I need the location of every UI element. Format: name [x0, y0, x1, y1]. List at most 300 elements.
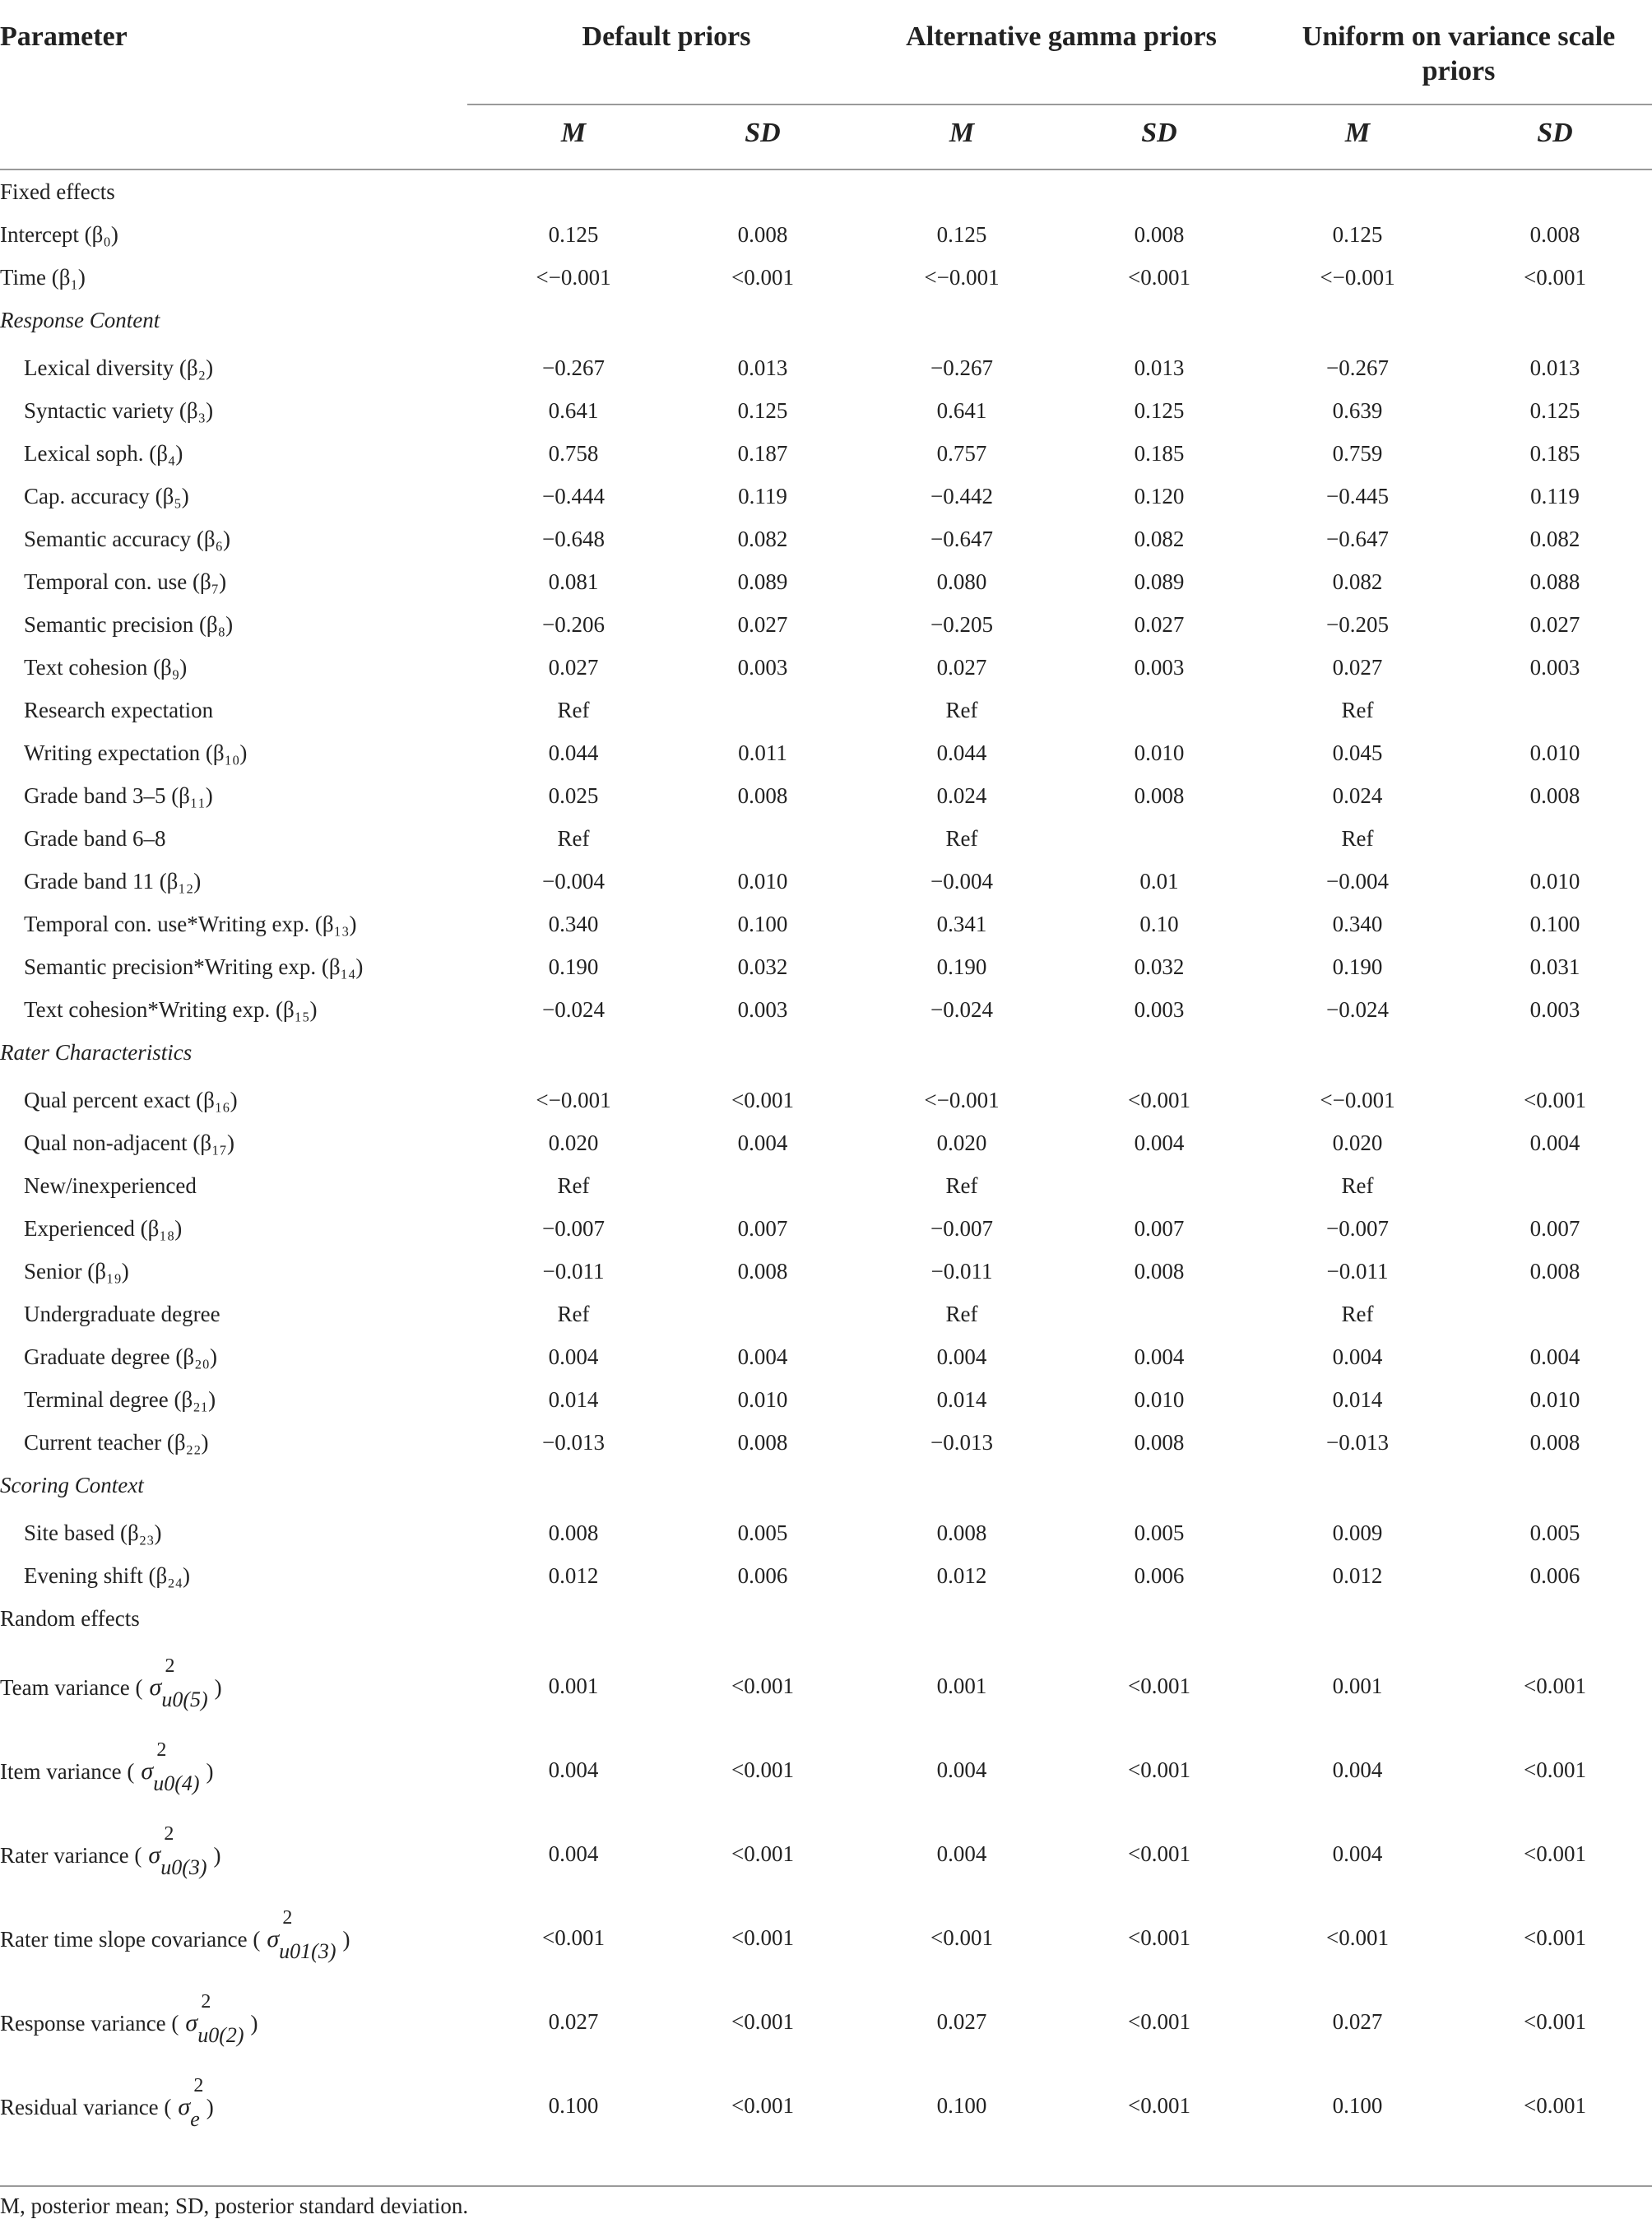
- row-label: Syntactic variety (β₃): [24, 398, 214, 423]
- cell-sd: 0.003: [737, 655, 788, 680]
- row-label: Grade band 11 (β₁₂): [24, 869, 202, 894]
- cell-mean: 0.027: [936, 2009, 987, 2034]
- header-parameter: Parameter: [0, 21, 128, 52]
- table-row: [0, 816, 1652, 859]
- sigma-char: σ: [178, 2093, 191, 2120]
- cell-sd: 0.004: [737, 1130, 788, 1155]
- cell-sd: 0.027: [1529, 612, 1580, 637]
- cell-mean: −0.013: [1326, 1430, 1389, 1455]
- cell-sd: <0.001: [1524, 2093, 1586, 2118]
- cell-sd: <0.001: [731, 1841, 794, 1866]
- row-label: New/inexperienced: [24, 1173, 197, 1198]
- table-row: [0, 1335, 1652, 1377]
- row-label: Cap. accuracy (β₅): [24, 484, 189, 508]
- cell-mean: 0.012: [936, 1563, 987, 1588]
- sigma-char: σ: [267, 1925, 280, 1952]
- cell-mean: 0.027: [548, 655, 599, 680]
- subheader-m: M: [1344, 118, 1371, 148]
- cell-mean: −0.267: [542, 355, 605, 380]
- cell-mean: 0.014: [936, 1387, 987, 1412]
- cell-mean: 0.008: [936, 1520, 987, 1545]
- table-row: [0, 517, 1652, 559]
- header-default-priors: Default priors: [582, 21, 751, 52]
- cell-sd: 0.008: [1529, 783, 1580, 808]
- cell-mean: 0.100: [548, 2093, 599, 2118]
- cell-sd: <0.001: [731, 2093, 794, 2118]
- sigma-subscript: u0(5): [161, 1688, 208, 1711]
- cell-mean: 0.027: [548, 2009, 599, 2034]
- cell-mean: −0.024: [930, 997, 993, 1022]
- table-row: [0, 902, 1652, 945]
- cell-sd: <0.001: [731, 1088, 794, 1112]
- variance-label-text: Item variance: [0, 1759, 122, 1784]
- cell-mean: 0.639: [1332, 398, 1383, 423]
- cell-mean: 0.641: [936, 398, 987, 423]
- cell-mean: 0.341: [936, 912, 987, 936]
- cell-sd: 0.119: [738, 484, 787, 508]
- cell-sd: 0.125: [737, 398, 788, 423]
- sigma-symbol: [149, 1655, 208, 1711]
- sigma-symbol: [178, 2075, 204, 2131]
- table-row: [0, 602, 1652, 645]
- section-row: [0, 1030, 1652, 1073]
- row-label: Current teacher (β₂₂): [24, 1430, 209, 1455]
- cell-mean: 0.082: [1332, 569, 1383, 594]
- cell-sd: <0.001: [1128, 1925, 1190, 1950]
- table-row: [0, 945, 1652, 987]
- cell-sd: 0.007: [1529, 1216, 1580, 1241]
- cell-mean: −0.442: [930, 484, 993, 508]
- table-row: [0, 431, 1652, 474]
- cell-sd: 0.010: [1529, 740, 1580, 765]
- cell-sd: 0.100: [737, 912, 788, 936]
- cell-mean: <0.001: [542, 1925, 605, 1950]
- cell-mean: Ref: [1341, 1302, 1374, 1326]
- table-row: [0, 1646, 1652, 1728]
- cell-sd: <0.001: [1128, 2093, 1190, 2118]
- table-row: [0, 1813, 1652, 1896]
- cell-sd: <0.001: [731, 265, 794, 290]
- sigma-superscript: 2: [193, 2075, 204, 2096]
- cell-sd: 0.007: [737, 1216, 788, 1241]
- cell-mean: 0.125: [548, 222, 599, 247]
- cell-sd: 0.003: [1134, 997, 1185, 1022]
- sigma-char: σ: [148, 1841, 161, 1869]
- cell-mean: 0.004: [936, 1757, 987, 1782]
- table-row: [0, 1981, 1652, 2064]
- cell-sd: 0.032: [737, 954, 788, 979]
- variance-label-text: Rater variance: [0, 1843, 129, 1868]
- cell-mean: 0.020: [936, 1130, 987, 1155]
- table-row: [0, 1897, 1652, 1980]
- sigma-superscript: 2: [282, 1907, 293, 1929]
- cell-mean: <−0.001: [1320, 1088, 1395, 1112]
- cell-sd: 0.032: [1134, 954, 1185, 979]
- cell-mean: −0.444: [542, 484, 605, 508]
- cell-mean: 0.014: [1332, 1387, 1383, 1412]
- cell-sd: 0.008: [1134, 222, 1185, 247]
- table-row: [0, 1121, 1652, 1163]
- row-label: Intercept (β₀): [0, 222, 118, 247]
- cell-mean: 0.004: [1332, 1344, 1383, 1369]
- row-label: Graduate degree (β₂₀): [24, 1344, 217, 1369]
- cell-mean: 0.100: [1332, 2093, 1383, 2118]
- cell-sd: 0.008: [1529, 1259, 1580, 1284]
- table-row: [0, 1249, 1652, 1292]
- table-row: [0, 1729, 1652, 1812]
- sigma-char: σ: [141, 1757, 154, 1785]
- cell-mean: −0.004: [1326, 869, 1389, 894]
- variance-label-text: Team variance: [0, 1675, 130, 1700]
- cell-mean: Ref: [557, 1302, 590, 1326]
- cell-sd: 0.005: [737, 1520, 788, 1545]
- table-row: [0, 688, 1652, 731]
- cell-mean: 0.009: [1332, 1520, 1383, 1545]
- cell-mean: <−0.001: [536, 1088, 611, 1112]
- table-row: [0, 1420, 1652, 1463]
- sigma-subscript: u01(3): [279, 1939, 336, 1963]
- header-alternative-gamma-priors: Alternative gamma priors: [906, 21, 1217, 52]
- subheader-sd: SD: [745, 118, 781, 148]
- subheader-sd: SD: [1537, 118, 1573, 148]
- row-label: Grade band 6–8: [24, 826, 166, 851]
- section-row: [0, 1596, 1652, 1639]
- cell-mean: −0.004: [542, 869, 605, 894]
- cell-sd: <0.001: [1524, 1757, 1586, 1782]
- table-row: [0, 1511, 1652, 1553]
- cell-mean: 0.125: [936, 222, 987, 247]
- section-row: [0, 169, 1652, 212]
- cell-mean: 0.080: [936, 569, 987, 594]
- cell-sd: 0.013: [737, 355, 788, 380]
- cell-mean: −0.011: [1326, 1259, 1389, 1284]
- cell-sd: <0.001: [1128, 1088, 1190, 1112]
- sigma-subscript: u0(3): [160, 1855, 207, 1879]
- cell-mean: 0.020: [1332, 1130, 1383, 1155]
- cell-sd: 0.119: [1530, 484, 1580, 508]
- cell-mean: 0.340: [1332, 912, 1383, 936]
- cell-mean: 0.024: [1332, 783, 1383, 808]
- cell-sd: <0.001: [1524, 1841, 1586, 1866]
- table-row: [0, 474, 1652, 517]
- cell-mean: Ref: [945, 698, 978, 722]
- cell-sd: 0.027: [737, 612, 788, 637]
- row-label: Rater variance ( σ 2 u0(3) ): [0, 1823, 221, 1879]
- cell-mean: 0.044: [548, 740, 599, 765]
- cell-mean: 0.001: [1332, 1674, 1383, 1698]
- row-label: Qual percent exact (β₁₆): [24, 1088, 238, 1112]
- cell-mean: −0.647: [1326, 527, 1389, 551]
- table-row: [0, 2065, 1652, 2147]
- cell-sd: <0.001: [1128, 1757, 1190, 1782]
- cell-mean: 0.012: [548, 1563, 599, 1588]
- cell-mean: 0.758: [548, 441, 599, 466]
- table-row: [0, 859, 1652, 902]
- row-label: Lexical diversity (β₂): [24, 355, 214, 380]
- cell-mean: 0.027: [1332, 2009, 1383, 2034]
- cell-mean: 0.020: [548, 1130, 599, 1155]
- cell-sd: 0.027: [1134, 612, 1185, 637]
- variance-label-text: Residual variance: [0, 2095, 159, 2119]
- sigma-symbol: [141, 1739, 200, 1795]
- cell-mean: 0.024: [936, 783, 987, 808]
- cell-sd: <0.001: [731, 1674, 794, 1698]
- sigma-symbol: [148, 1823, 207, 1879]
- cell-mean: 0.004: [936, 1841, 987, 1866]
- table-row: [0, 346, 1652, 388]
- sigma-superscript: 2: [165, 1655, 175, 1677]
- variance-label-text: Rater time slope covariance: [0, 1927, 248, 1952]
- cell-mean: −0.011: [930, 1259, 993, 1284]
- table-row: [0, 773, 1652, 816]
- cell-sd: 0.004: [1529, 1344, 1580, 1369]
- cell-mean: <−0.001: [1320, 265, 1395, 290]
- cell-mean: <0.001: [930, 1925, 993, 1950]
- cell-sd: <0.001: [1524, 265, 1586, 290]
- cell-sd: 0.120: [1134, 484, 1185, 508]
- cell-mean: −0.206: [542, 612, 605, 637]
- table-footnote: M, posterior mean; SD, posterior standard deviation.: [0, 2194, 469, 2218]
- cell-sd: 0.006: [1529, 1563, 1580, 1588]
- cell-sd: 0.006: [737, 1563, 788, 1588]
- cell-sd: 0.003: [1529, 655, 1580, 680]
- sigma-subscript: e: [190, 2107, 200, 2131]
- cell-sd: <0.001: [1128, 265, 1190, 290]
- cell-mean: −0.647: [930, 527, 993, 551]
- cell-mean: −0.445: [1326, 484, 1389, 508]
- cell-sd: 0.01: [1139, 869, 1179, 894]
- cell-sd: <0.001: [1128, 1841, 1190, 1866]
- cell-sd: 0.006: [1134, 1563, 1185, 1588]
- table-row: [0, 1206, 1652, 1249]
- row-label: Time (β₁): [0, 265, 86, 290]
- cell-sd: 0.003: [1134, 655, 1185, 680]
- cell-sd: 0.008: [737, 1430, 788, 1455]
- row-label: Response Content: [0, 308, 160, 332]
- header-group-divider: [467, 104, 1652, 105]
- row-label: Temporal con. use*Writing exp. (β₁₃): [24, 912, 357, 936]
- cell-sd: 0.008: [737, 783, 788, 808]
- cell-mean: 0.027: [1332, 655, 1383, 680]
- cell-mean: 0.100: [936, 2093, 987, 2118]
- table-row: [0, 731, 1652, 773]
- cell-mean: 0.012: [1332, 1563, 1383, 1588]
- cell-mean: −0.013: [930, 1430, 993, 1455]
- cell-mean: −0.267: [1326, 355, 1389, 380]
- cell-sd: 0.008: [737, 1259, 788, 1284]
- cell-sd: 0.004: [1134, 1130, 1185, 1155]
- subheader-m: M: [949, 118, 975, 148]
- row-label: Qual non-adjacent (β₁₇): [24, 1130, 234, 1155]
- sigma-char: σ: [149, 1674, 162, 1701]
- cell-mean: <0.001: [1326, 1925, 1389, 1950]
- cell-mean: −0.205: [1326, 612, 1389, 637]
- cell-sd: 0.013: [1529, 355, 1580, 380]
- row-label: Temporal con. use (β₇): [24, 569, 227, 594]
- row-label: Semantic precision (β₈): [24, 612, 234, 637]
- cell-mean: 0.004: [936, 1344, 987, 1369]
- cell-sd: <0.001: [1128, 1674, 1190, 1698]
- cell-sd: 0.185: [1529, 441, 1580, 466]
- cell-mean: −0.205: [930, 612, 993, 637]
- row-label: Fixed effects: [0, 179, 115, 204]
- row-label: Undergraduate degree: [24, 1302, 220, 1326]
- cell-sd: 0.008: [1529, 1430, 1580, 1455]
- cell-sd: 0.004: [737, 1344, 788, 1369]
- cell-mean: Ref: [1341, 698, 1374, 722]
- cell-sd: 0.185: [1134, 441, 1185, 466]
- cell-sd: 0.082: [1134, 527, 1185, 551]
- cell-mean: −0.024: [542, 997, 605, 1022]
- cell-sd: 0.10: [1139, 912, 1179, 936]
- cell-mean: 0.004: [548, 1757, 599, 1782]
- cell-sd: 0.100: [1529, 912, 1580, 936]
- cell-mean: <−0.001: [924, 1088, 1000, 1112]
- subheader-m: M: [560, 118, 587, 148]
- cell-sd: 0.010: [1134, 740, 1185, 765]
- cell-mean: −0.007: [542, 1216, 605, 1241]
- row-label: Semantic precision*Writing exp. (β₁₄): [24, 954, 364, 979]
- row-label: Item variance ( σ 2 u0(4) ): [0, 1739, 214, 1795]
- cell-sd: <0.001: [1128, 2009, 1190, 2034]
- row-label: Residual variance ( σ 2 e ): [0, 2075, 214, 2131]
- cell-mean: 0.025: [548, 783, 599, 808]
- table-row: [0, 987, 1652, 1030]
- cell-sd: 0.008: [1134, 1430, 1185, 1455]
- cell-mean: −0.007: [1326, 1216, 1389, 1241]
- cell-mean: <−0.001: [924, 265, 1000, 290]
- cell-sd: 0.013: [1134, 355, 1185, 380]
- sigma-symbol: [267, 1907, 336, 1963]
- cell-sd: 0.089: [737, 569, 788, 594]
- cell-mean: Ref: [945, 1173, 978, 1198]
- cell-mean: 0.081: [548, 569, 599, 594]
- row-label: Lexical soph. (β₄): [24, 441, 183, 466]
- cell-sd: 0.003: [737, 997, 788, 1022]
- cell-mean: 0.014: [548, 1387, 599, 1412]
- row-label: Team variance ( σ 2 u0(5) ): [0, 1655, 222, 1711]
- cell-mean: 0.125: [1332, 222, 1383, 247]
- cell-mean: −0.013: [542, 1430, 605, 1455]
- cell-mean: 0.027: [936, 655, 987, 680]
- cell-mean: 0.641: [548, 398, 599, 423]
- cell-sd: 0.010: [1529, 1387, 1580, 1412]
- section-row: [0, 298, 1652, 341]
- cell-mean: 0.001: [548, 1674, 599, 1698]
- cell-mean: −0.004: [930, 869, 993, 894]
- row-label: Rater time slope covariance ( σ 2 u01(3) ): [0, 1907, 350, 1963]
- cell-mean: 0.004: [1332, 1841, 1383, 1866]
- row-label: Senior (β₁₉): [24, 1259, 129, 1284]
- cell-mean: Ref: [557, 698, 590, 722]
- cell-mean: −0.011: [542, 1259, 605, 1284]
- cell-mean: 0.190: [936, 954, 987, 979]
- row-label: Rater Characteristics: [0, 1040, 193, 1065]
- table-row: [0, 1078, 1652, 1121]
- cell-mean: Ref: [557, 1173, 590, 1198]
- cell-mean: 0.004: [1332, 1757, 1383, 1782]
- cell-sd: <0.001: [1524, 1674, 1586, 1698]
- cell-mean: 0.008: [548, 1520, 599, 1545]
- cell-sd: <0.001: [1524, 1925, 1586, 1950]
- sigma-superscript: 2: [156, 1739, 167, 1761]
- cell-mean: 0.340: [548, 912, 599, 936]
- table-row: [0, 212, 1652, 255]
- cell-sd: 0.125: [1134, 398, 1185, 423]
- cell-mean: −0.648: [542, 527, 605, 551]
- header-uniform-variance-priors: Uniform on variance scale priors: [1302, 21, 1616, 86]
- cell-sd: 0.010: [737, 1387, 788, 1412]
- cell-sd: 0.010: [737, 869, 788, 894]
- cell-sd: 0.011: [738, 740, 787, 765]
- cell-sd: 0.004: [1529, 1130, 1580, 1155]
- row-label: Text cohesion (β₉): [24, 655, 188, 680]
- cell-mean: −0.024: [1326, 997, 1389, 1022]
- row-label: Scoring Context: [0, 1473, 144, 1497]
- cell-sd: <0.001: [731, 1757, 794, 1782]
- table-row: [0, 388, 1652, 431]
- table-row: [0, 1553, 1652, 1596]
- cell-sd: 0.031: [1529, 954, 1580, 979]
- cell-mean: Ref: [1341, 1173, 1374, 1198]
- table-row: [0, 1377, 1652, 1420]
- cell-sd: 0.004: [1134, 1344, 1185, 1369]
- sigma-subscript: u0(2): [197, 2023, 244, 2047]
- row-label: Evening shift (β₂₄): [24, 1563, 191, 1588]
- sigma-subscript: u0(4): [153, 1771, 200, 1795]
- row-label: Text cohesion*Writing exp. (β₁₅): [24, 997, 318, 1022]
- table-row: [0, 255, 1652, 298]
- cell-sd: 0.082: [737, 527, 788, 551]
- cell-sd: 0.008: [1529, 222, 1580, 247]
- cell-sd: 0.082: [1529, 527, 1580, 551]
- cell-mean: 0.045: [1332, 740, 1383, 765]
- cell-mean: 0.190: [1332, 954, 1383, 979]
- cell-mean: Ref: [557, 826, 590, 851]
- variance-label-text: Response variance: [0, 2011, 166, 2036]
- sigma-superscript: 2: [201, 1991, 211, 2012]
- cell-mean: 0.190: [548, 954, 599, 979]
- cell-mean: 0.757: [936, 441, 987, 466]
- row-label: Terminal degree (β₂₁): [24, 1387, 216, 1412]
- subheader-sd: SD: [1141, 118, 1177, 148]
- cell-mean: −0.007: [930, 1216, 993, 1241]
- table-row: [0, 1292, 1652, 1335]
- section-row: [0, 1463, 1652, 1506]
- cell-sd: 0.005: [1529, 1520, 1580, 1545]
- row-label: Grade band 3–5 (β₁₁): [24, 783, 213, 808]
- cell-mean: Ref: [1341, 826, 1374, 851]
- cell-mean: 0.004: [548, 1841, 599, 1866]
- row-label: Research expectation: [24, 698, 214, 722]
- cell-sd: 0.005: [1134, 1520, 1185, 1545]
- row-label: Site based (β₂₃): [24, 1520, 162, 1545]
- cell-sd: 0.008: [1134, 783, 1185, 808]
- cell-sd: 0.010: [1134, 1387, 1185, 1412]
- cell-mean: <−0.001: [536, 265, 611, 290]
- cell-sd: 0.008: [737, 222, 788, 247]
- cell-mean: 0.044: [936, 740, 987, 765]
- cell-sd: 0.008: [1134, 1259, 1185, 1284]
- table-row: [0, 559, 1652, 602]
- table-row: [0, 1163, 1652, 1206]
- table-row: [0, 645, 1652, 688]
- cell-sd: <0.001: [1524, 2009, 1586, 2034]
- cell-sd: <0.001: [731, 1925, 794, 1950]
- row-label: Response variance ( σ 2 u0(2) ): [0, 1991, 258, 2047]
- row-label: Writing expectation (β₁₀): [24, 740, 248, 765]
- row-label: Experienced (β₁₈): [24, 1216, 183, 1241]
